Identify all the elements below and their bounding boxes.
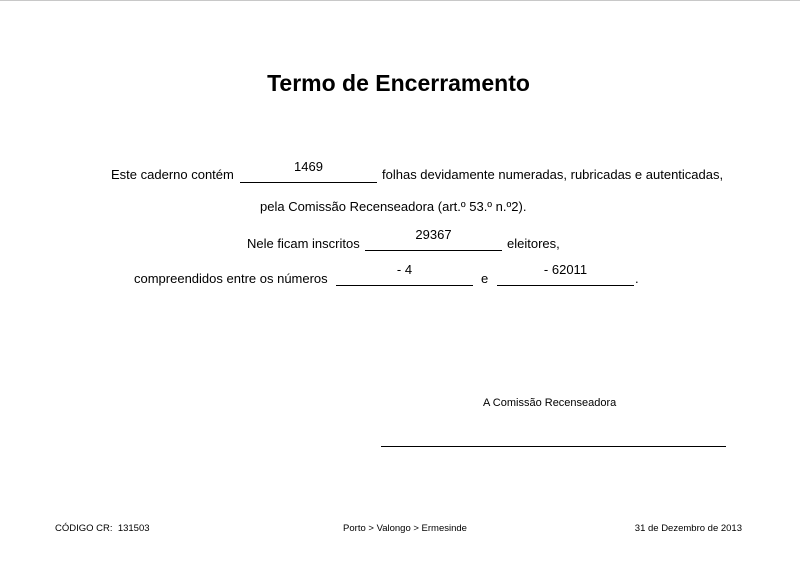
range-to-field <box>497 262 634 286</box>
footer-date: 31 de Dezembro de 2013 <box>634 523 742 534</box>
line1-suffix: folhas devidamente numeradas, rubricadas e autenticadas, <box>382 167 724 182</box>
signature-line <box>381 446 726 447</box>
top-border <box>0 0 800 1</box>
footer-location: Porto > Valongo > Ermesinde <box>343 523 467 534</box>
line2-text: pela Comissão Recenseadora (art.º 53.º n.º2). <box>260 199 527 214</box>
range-to-value: - 62011 <box>543 262 588 277</box>
footer-codigo-label: CÓDIGO CR: <box>55 523 113 534</box>
document-title: Termo de Encerramento <box>267 70 530 96</box>
eleitores-field <box>365 227 502 251</box>
range-from-value: - 4 <box>396 262 413 277</box>
footer-codigo-value: 131503 <box>117 523 150 534</box>
signature-label: A Comissão Recenseadora <box>483 397 617 409</box>
line3-prefix: Nele ficam inscritos <box>247 236 360 251</box>
line4-prefix: compreendidos entre os números <box>134 271 328 286</box>
line4-end: . <box>635 271 639 286</box>
line1-prefix: Este caderno contém <box>111 167 234 182</box>
folhas-value: 1469 <box>294 159 323 174</box>
line3-suffix: eleitores, <box>507 236 560 251</box>
folhas-field <box>240 159 377 183</box>
line4-conjunction: e <box>481 271 489 286</box>
range-from-field <box>336 262 473 286</box>
eleitores-value: 29367 <box>415 227 452 242</box>
